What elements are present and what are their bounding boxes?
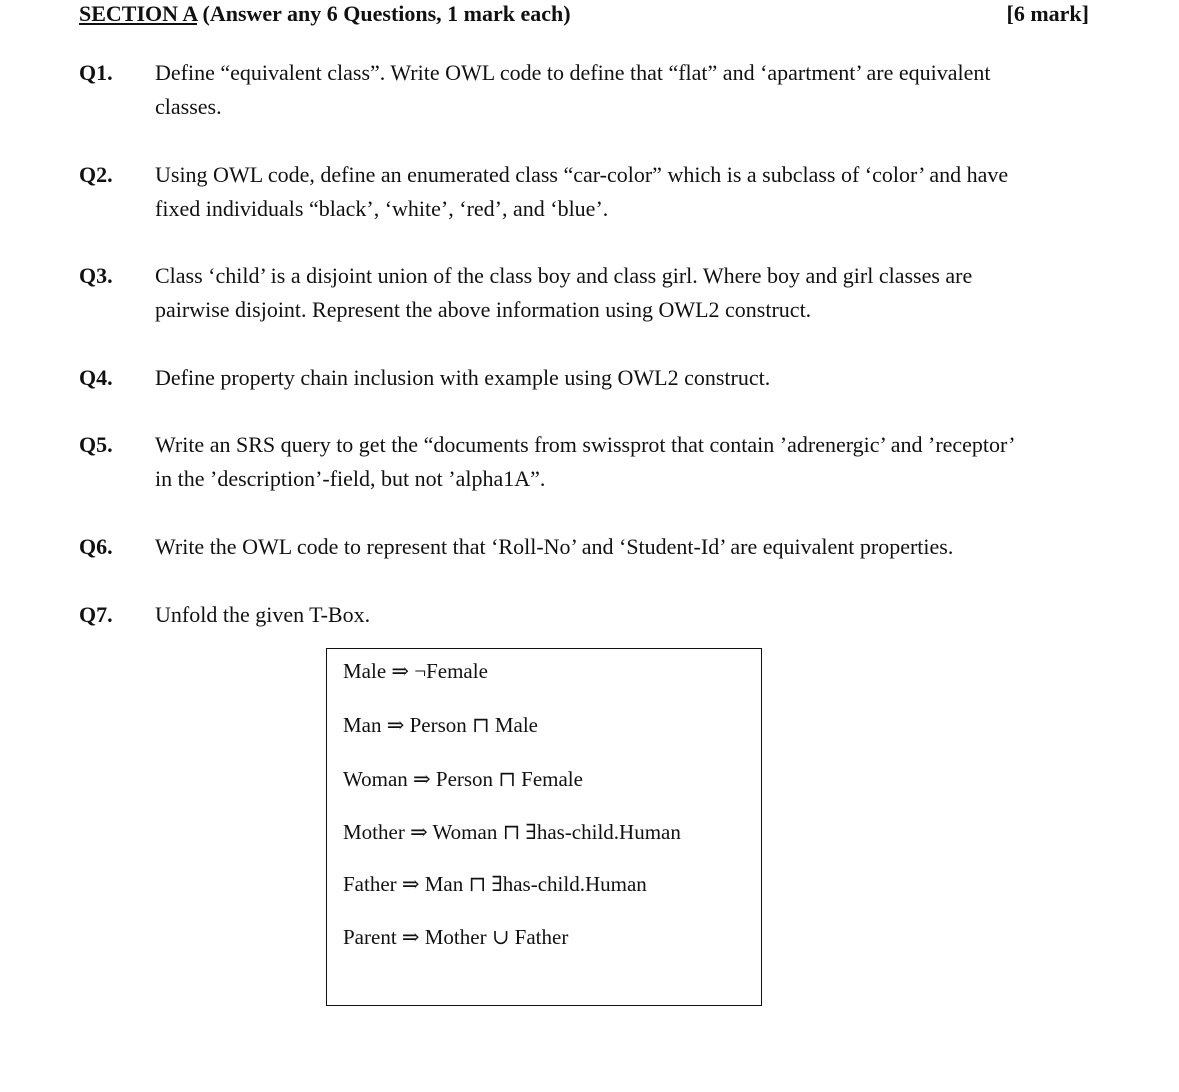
question-line: classes. [155, 94, 222, 119]
question-number: Q4. [79, 365, 113, 390]
question-text [155, 158, 1155, 226]
question-text [155, 259, 1155, 327]
question-line: Unfold the given T-Box. [155, 602, 371, 627]
question-number: Q5. [79, 432, 113, 457]
section-name: SECTION A [79, 1, 197, 26]
question-text [155, 530, 1155, 564]
question-line: in the ’description’-field, but not ’alpha1A”. [155, 466, 546, 491]
question-text [155, 361, 1155, 395]
question-line: Write the OWL code to represent that ‘Roll-No’ and ‘Student-Id’ are equivalent properties. [155, 534, 954, 559]
question-text [155, 598, 1155, 632]
question-text [155, 56, 1155, 124]
tbox-axiom: Man ⇒ Person ⊓ Male [343, 713, 538, 737]
tbox-axiom: Male ⇒ ¬Female [343, 659, 488, 683]
tbox-axiom: Father ⇒ Man ⊓ ∃has-child.Human [343, 872, 647, 896]
tbox-axiom: Parent ⇒ Mother ∪ Father [343, 925, 569, 949]
question-number: Q1. [79, 60, 113, 85]
question-line: Class ‘child’ is a disjoint union of the class boy and class girl. Where boy and girl classes are [155, 263, 973, 288]
section-marks: [6 mark] [1006, 1, 1089, 26]
question-line: fixed individuals “black’, ‘white’, ‘red’, and ‘blue’. [155, 196, 609, 221]
question-line: Define property chain inclusion with example using OWL2 construct. [155, 365, 771, 390]
tbox-axiom: Woman ⇒ Person ⊓ Female [343, 767, 583, 791]
section-instruction: (Answer any 6 Questions, 1 mark each) [197, 1, 571, 26]
tbox-axiom: Mother ⇒ Woman ⊓ ∃has-child.Human [343, 820, 681, 844]
question-number: Q2. [79, 162, 113, 187]
question-line: Define “equivalent class”. Write OWL code to define that “flat” and ‘apartment’ are equivalent [155, 60, 991, 85]
question-line: Using OWL code, define an enumerated class “car-color” which is a subclass of ‘color’ and have [155, 162, 1009, 187]
question-line: Write an SRS query to get the “documents from swissprot that contain ’adrenergic’ and ’receptor’ [155, 432, 1016, 457]
section-header [79, 1, 1089, 29]
tbox-frame [326, 648, 762, 1006]
question-number: Q7. [79, 602, 113, 627]
question-number: Q3. [79, 263, 113, 288]
question-line: pairwise disjoint. Represent the above information using OWL2 construct. [155, 297, 812, 322]
question-number: Q6. [79, 534, 113, 559]
question-text [155, 428, 1155, 496]
section-title [79, 1, 571, 27]
